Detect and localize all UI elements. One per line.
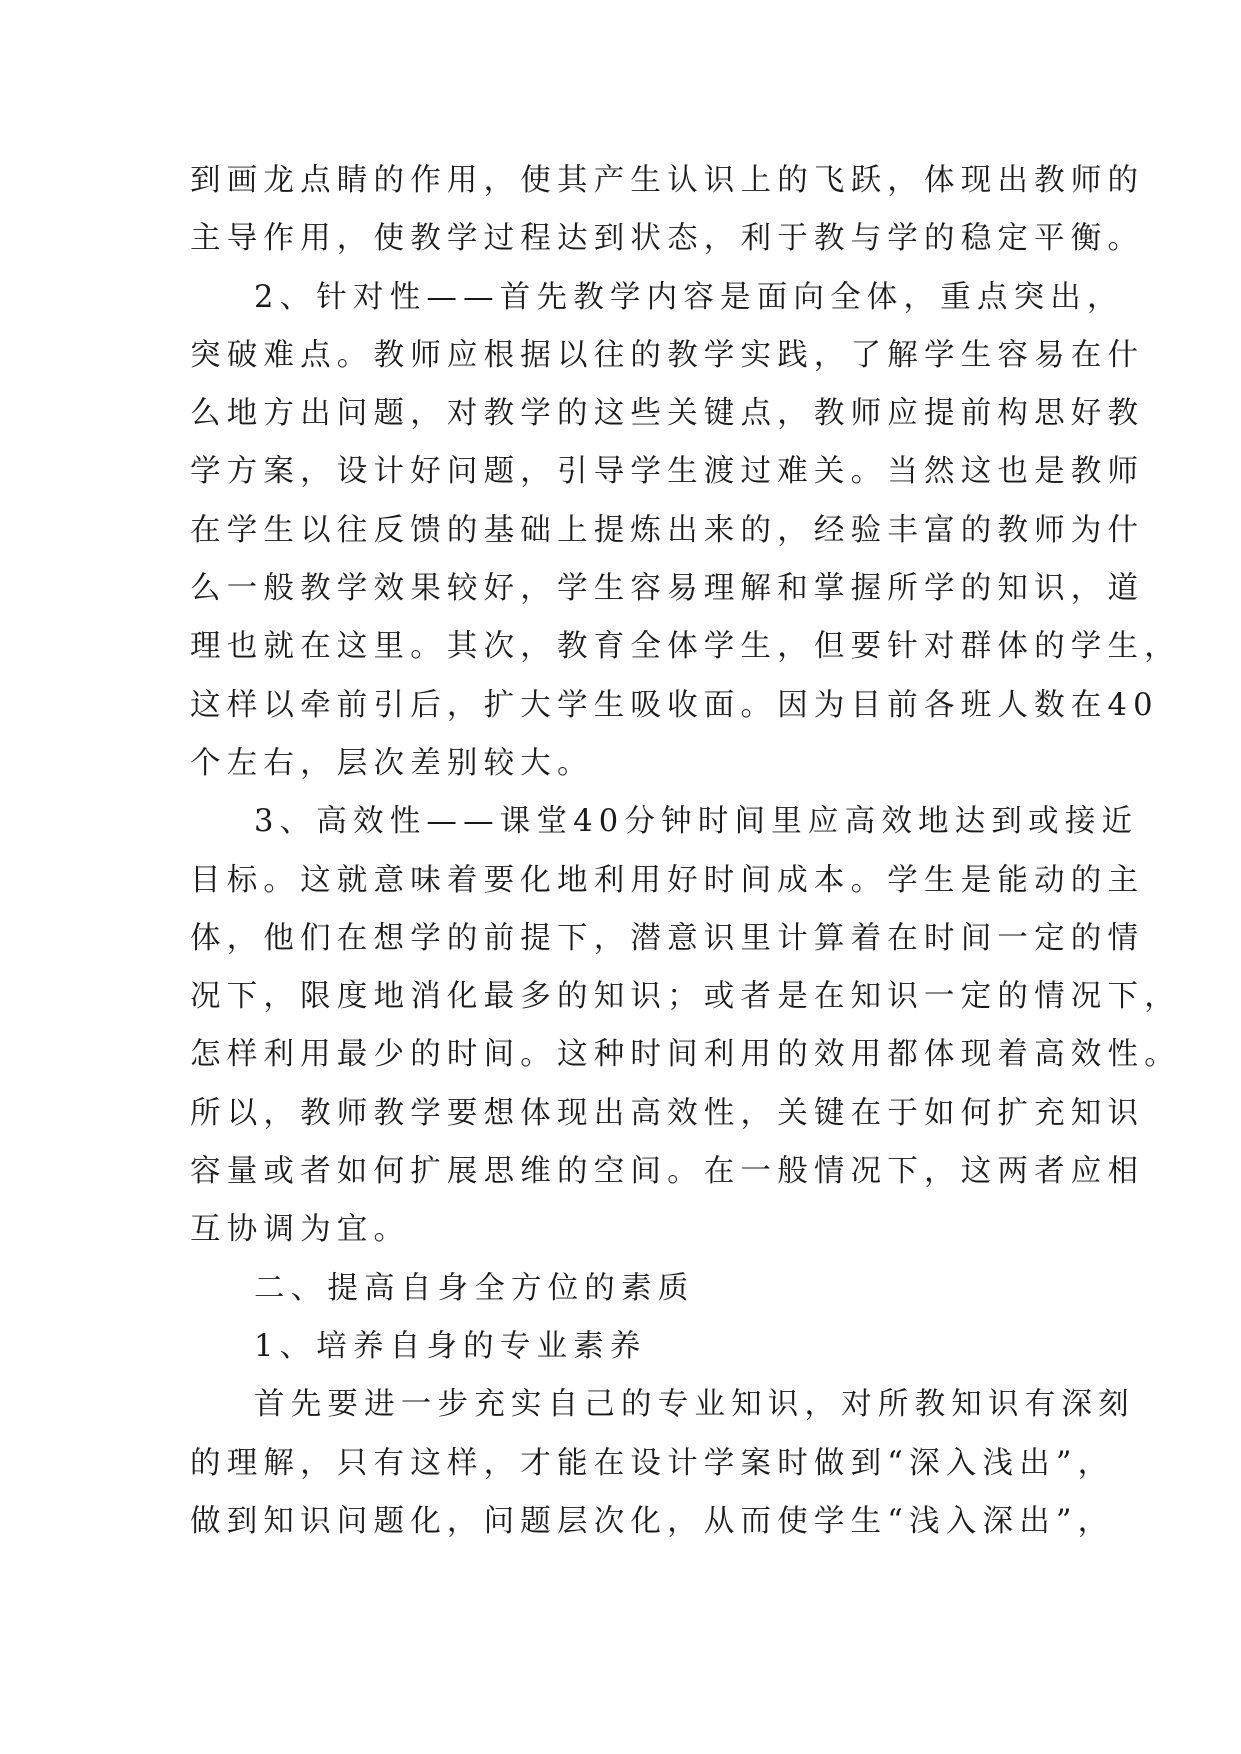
text-line: 在学生以往反馈的基础上提炼出来的，经验丰富的教师为什 <box>190 512 1145 548</box>
text-line: 体，他们在想学的前提下，潜意识里计算着在时间一定的情 <box>190 920 1145 956</box>
text-line: 做到知识问题化，问题层次化，从而使学生“浅入深出”， <box>190 1503 1115 1539</box>
text-line: 首先要进一步充实自己的专业知识，对所教知识有深刻 <box>254 1387 1135 1423</box>
text-line: 这样以牵前引后，扩大学生吸收面。因为目前各班人数在40 <box>190 687 1159 723</box>
text-line: 2、针对性——首先教学内容是面向全体，重点突出， <box>254 279 1124 315</box>
text-line: 容量或者如何扩展思维的空间。在一般情况下，这两者应相 <box>190 1154 1145 1190</box>
text-line: 个左右，层次差别较大。 <box>190 745 594 781</box>
text-line: 3、高效性——课堂40分钟时间里应高效地达到或接近 <box>254 804 1139 840</box>
text-line: 互协调为宜。 <box>190 1212 411 1248</box>
text-line: 所以，教师教学要想体现出高效性，关键在于如何扩充知识 <box>190 1095 1145 1131</box>
text-line: 主导作用，使教学过程达到状态，利于教与学的稳定平衡。 <box>190 221 1145 257</box>
document-page <box>190 152 1181 1551</box>
text-line: 理也就在这里。其次，教育全体学生，但要针对群体的学生， <box>190 629 1181 665</box>
text-line: 么一般教学效果较好，学生容易理解和掌握所学的知识，道 <box>190 571 1145 607</box>
text-line: 况下，限度地消化最多的知识；或者是在知识一定的情况下， <box>190 979 1181 1015</box>
text-line: 1、培养自身的专业素养 <box>254 1328 647 1364</box>
text-line: 么地方出问题，对教学的这些关键点，教师应提前构思好教 <box>190 396 1145 432</box>
text-line: 目标。这就意味着要化地利用好时间成本。学生是能动的主 <box>190 862 1145 898</box>
text-line: 到画龙点睛的作用，使其产生认识上的飞跃，体现出教师的 <box>190 163 1145 198</box>
text-line: 突破难点。教师应根据以往的教学实践，了解学生容易在什 <box>190 337 1145 373</box>
text-line: 学方案，设计好问题，引导学生渡过难关。当然这也是教师 <box>190 454 1145 490</box>
text-line: 的理解，只有这样，才能在设计学案时做到“深入浅出”， <box>190 1445 1115 1481</box>
text-line: 怎样利用最少的时间。这种时间利用的效用都体现着高效性。 <box>190 1037 1181 1073</box>
text-line: 二、提高自身全方位的素质 <box>254 1270 695 1306</box>
